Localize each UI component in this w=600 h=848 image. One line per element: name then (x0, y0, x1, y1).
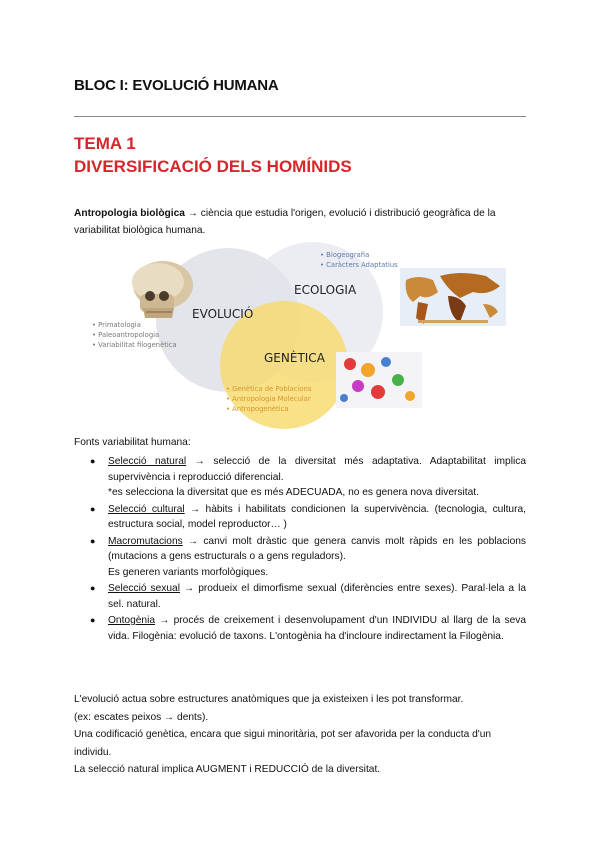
item-text: → hàbits i habilitats condicionen la supervivència. (tecnologia, cultura, estructura social, model reproductor… ) (108, 503, 526, 530)
item-term: Macromutacions (108, 535, 183, 547)
bullet-icon: ● (90, 503, 96, 514)
evolucio-item-1: • Primatologia (92, 321, 141, 329)
tema-title: DIVERSIFICACIÓ DELS HOMÍNIDS (74, 157, 352, 176)
tema-heading (74, 132, 352, 178)
evolucio-item-3: • Variabilitat filogenètica (92, 341, 177, 349)
item-text: → selecció de la diversitat més adaptativa. Adaptabilitat implica supervivència i reproducció diferencial. (108, 456, 526, 483)
intro-definition: → ciència que estudia l'origen, evolució i distribució geogràfica de la variabilitat biològica humana. (74, 208, 496, 236)
item-text: → procés de creixement i desenvolupament d'un INDIVIDU al llarg de la seva vida. Filogènia: evolució de taxons. L'ontogènia ha d'incloure indirectament la Filogènia. (108, 615, 526, 642)
bullet-icon: ● (90, 583, 96, 593)
ecologia-item-1: • Biogeografia (320, 251, 370, 259)
tema-number: TEMA 1 (74, 134, 136, 153)
list-item (74, 613, 526, 644)
intro-paragraph (74, 205, 526, 239)
item-term: Selecció cultural (108, 503, 185, 515)
ecologia-item-2: • Caràcters Adaptatius (320, 261, 398, 269)
item-term: Selecció sexual (108, 583, 180, 594)
evolucio-label: EVOLUCIÓ (192, 307, 254, 321)
world-map-illustration (400, 268, 506, 326)
closing-paragraph (74, 691, 526, 779)
genetica-item-1: • Genètica de Poblacions (226, 385, 312, 393)
bullet-icon: ● (90, 615, 96, 625)
item-text: → canvi molt dràstic que genera canvis molt ràpids en les poblacions (mutacions a gens estructurals o a gens reguladors). (108, 535, 526, 562)
ecologia-label: ECOLOGIA (294, 283, 357, 297)
list-item (74, 534, 526, 581)
closing-line-4: La selecció natural implica AUGMENT i REDUCCIÓ de la diversitat. (74, 764, 381, 775)
disciplines-venn-diagram (88, 240, 518, 430)
genetica-label: GENÈTICA (264, 351, 325, 365)
evolucio-item-2: • Paleoantropologia (92, 331, 160, 339)
closing-line-1: L'evolució actua sobre estructures anatòmiques que ja existeixen i les pot transformar. (74, 694, 464, 705)
closing-line-2: (ex: escates peixos → dents). (74, 711, 209, 723)
fonts-title: Fonts variabilitat humana: (74, 437, 191, 448)
intro-term: Antropologia biològica (74, 208, 185, 219)
title-divider (74, 116, 526, 117)
item-note: *es selecciona la diversitat que es més ADECUADA, no es genera nova diversitat. (108, 487, 479, 498)
genetica-item-2: • Antropologia Molecular (226, 395, 311, 403)
bullet-icon: ● (90, 456, 96, 466)
item-text: → produeix el dimorfisme sexual (diferències entre sexes). Paral·lela a la sel. natural. (108, 583, 526, 610)
bloc-title: BLOC I: EVOLUCIÓ HUMANA (74, 77, 279, 94)
item-note: Es generen variants morfològiques. (108, 566, 269, 578)
fonts-list (74, 454, 526, 645)
genetics-pie-map-illustration (336, 352, 422, 408)
item-term: Ontogènia (108, 615, 156, 626)
item-term: Selecció natural (108, 456, 187, 467)
list-item (74, 454, 526, 501)
genetica-item-3: • Antropogenètica (226, 405, 289, 413)
list-item (74, 581, 526, 612)
bullet-icon: ● (90, 535, 96, 546)
list-item (74, 502, 526, 533)
closing-line-3: Una codificació genètica, encara que sigui minoritària, pot ser afavorida per la conducta d'un individu. (74, 729, 492, 758)
